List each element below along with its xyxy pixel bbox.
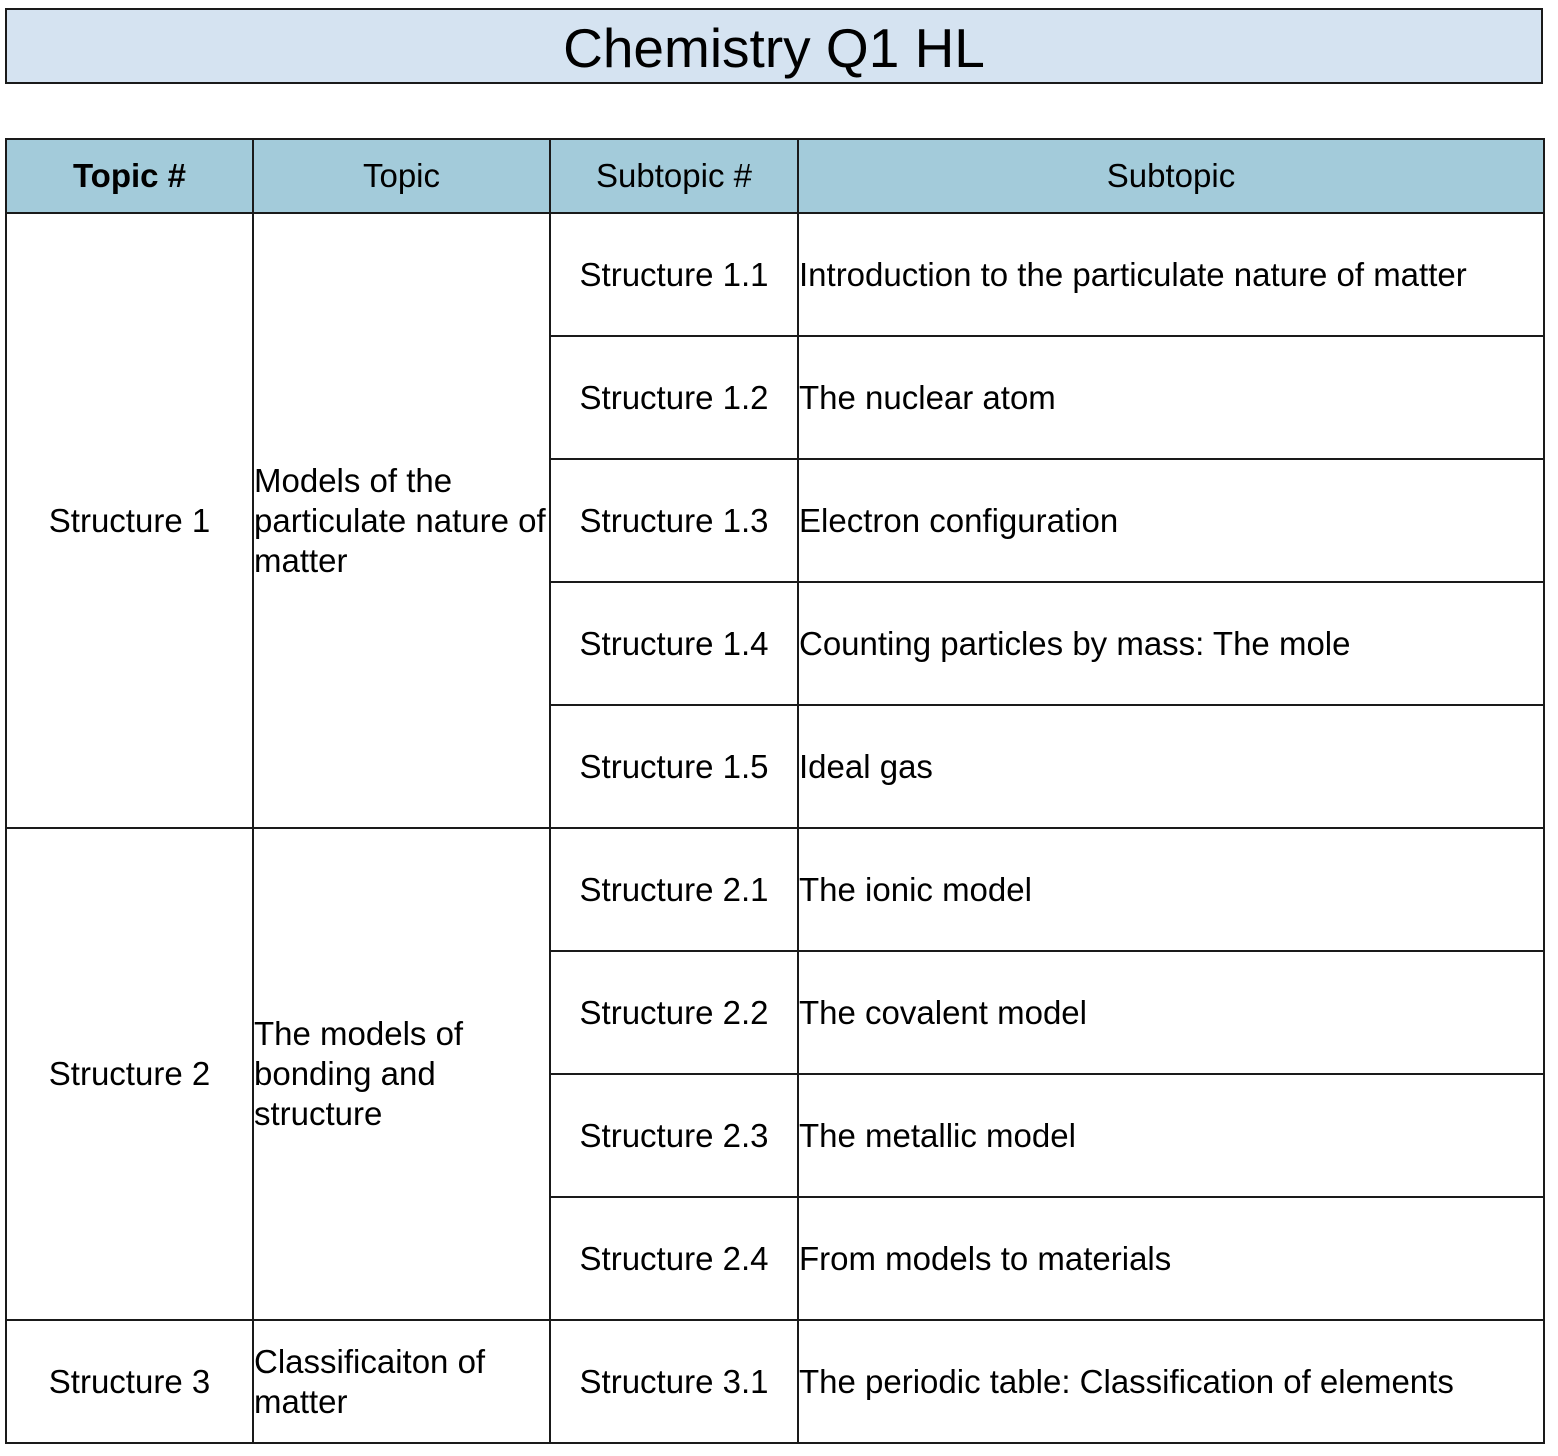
subtopic-number-cell: Structure 2.4 [550,1197,798,1320]
topic-name-cell: The models of bonding and structure [253,828,550,1320]
subtopic-name-cell: The periodic table: Classification of elements [798,1320,1544,1443]
subtopic-number-cell: Structure 3.1 [550,1320,798,1443]
subtopic-name-cell: The nuclear atom [798,336,1544,459]
subtopic-number-cell: Structure 2.2 [550,951,798,1074]
header-topic-number: Topic # [6,139,253,213]
header-subtopic: Subtopic [798,139,1544,213]
subtopic-name-cell: The covalent model [798,951,1544,1074]
table-row [6,1320,1544,1443]
table-row [6,213,1544,336]
subtopic-name-cell: Ideal gas [798,705,1544,828]
page-title-banner [5,8,1543,84]
header-row [6,139,1544,213]
topic-name-cell: Models of the particulate nature of matter [253,213,550,828]
table-row [6,828,1544,951]
subtopic-number-cell: Structure 2.3 [550,1074,798,1197]
subtopic-number-cell: Structure 2.1 [550,828,798,951]
subtopic-name-cell: Counting particles by mass: The mole [798,582,1544,705]
page-title: Chemistry Q1 HL [563,16,985,79]
header-topic: Topic [253,139,550,213]
topic-number-cell: Structure 3 [6,1320,253,1443]
subtopic-name-cell: The metallic model [798,1074,1544,1197]
topic-number-cell: Structure 2 [6,828,253,1320]
subtopic-number-cell: Structure 1.5 [550,705,798,828]
subtopic-name-cell: Electron configuration [798,459,1544,582]
subtopic-name-cell: The ionic model [798,828,1544,951]
topic-number-cell: Structure 1 [6,213,253,828]
subtopic-number-cell: Structure 1.2 [550,336,798,459]
topics-table [5,138,1545,1444]
subtopic-number-cell: Structure 1.3 [550,459,798,582]
topic-name-cell: Classificaiton of matter [253,1320,550,1443]
subtopic-number-cell: Structure 1.4 [550,582,798,705]
subtopic-name-cell: Introduction to the particulate nature of matter [798,213,1544,336]
subtopic-number-cell: Structure 1.1 [550,213,798,336]
header-subtopic-number: Subtopic # [550,139,798,213]
subtopic-name-cell: From models to materials [798,1197,1544,1320]
